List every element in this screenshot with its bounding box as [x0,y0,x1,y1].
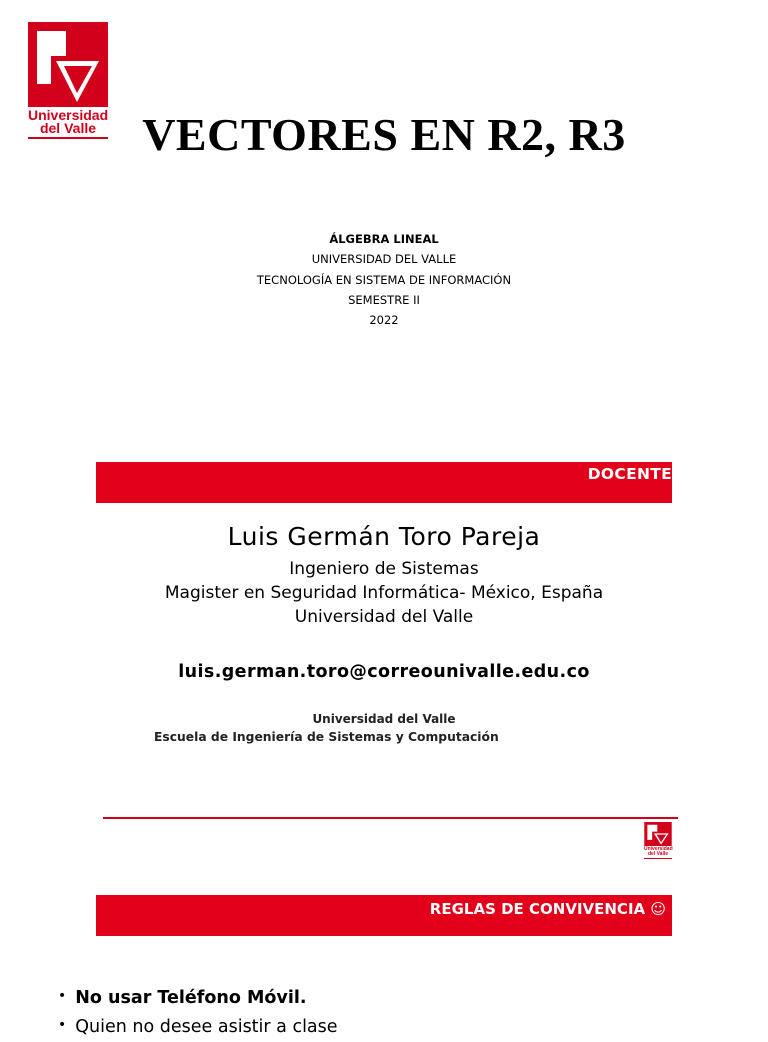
logo-line-2: del Valle [647,851,668,857]
docente-label: DOCENTE [587,465,672,483]
rules-label: REGLAS DE CONVIVENCIA ☺ [429,900,666,918]
slide-divider [103,817,678,819]
institution-name: Universidad del Valle [312,712,456,726]
list-item [58,984,338,1013]
rules-list [58,984,338,1042]
rule-text: No usar Teléfono Móvil. [75,988,307,1008]
logo-underline [644,858,672,859]
univalle-logo-mark-icon [28,22,108,107]
course-line: SEMESTRE II [348,292,420,307]
rule-text: Quien no desee asistir a clase [75,1017,338,1037]
teacher-credentials [0,557,768,629]
course-line: 2022 [369,313,399,328]
credential-line: Universidad del Valle [294,607,474,627]
bullet-icon: • [58,988,67,1004]
university-logo-small [644,822,674,859]
logo-line-1: Universidad [28,107,109,123]
page-title: VECTORES EN R2, R3 [142,109,626,160]
teacher-email[interactable]: luis.german.toro@correounivalle.edu.co [178,662,590,682]
credential-line: Magister en Seguridad Informática- México, España [164,583,604,603]
course-line: UNIVERSIDAD DEL VALLE [311,252,457,267]
rules-banner [96,895,672,936]
docente-banner [96,462,672,503]
bullet-icon: • [58,1017,67,1033]
logo-wordmark-small [644,847,672,859]
school-name: Escuela de Ingeniería de Sistemas y Computación [154,730,499,744]
course-line: ÁLGEBRA LINEAL [329,232,439,246]
teacher-name: Luis Germán Toro Pareja [227,522,541,551]
list-item [58,1013,338,1042]
logo-line-1: Universidad [644,846,673,852]
univalle-logo-mark-icon [644,822,672,846]
course-line: TECNOLOGÍA EN SISTEMA DE INFORMACIÓN [256,272,512,287]
course-info [0,229,768,330]
credential-line: Ingeniero de Sistemas [289,559,479,579]
logo-line-2: del Valle [39,120,97,136]
